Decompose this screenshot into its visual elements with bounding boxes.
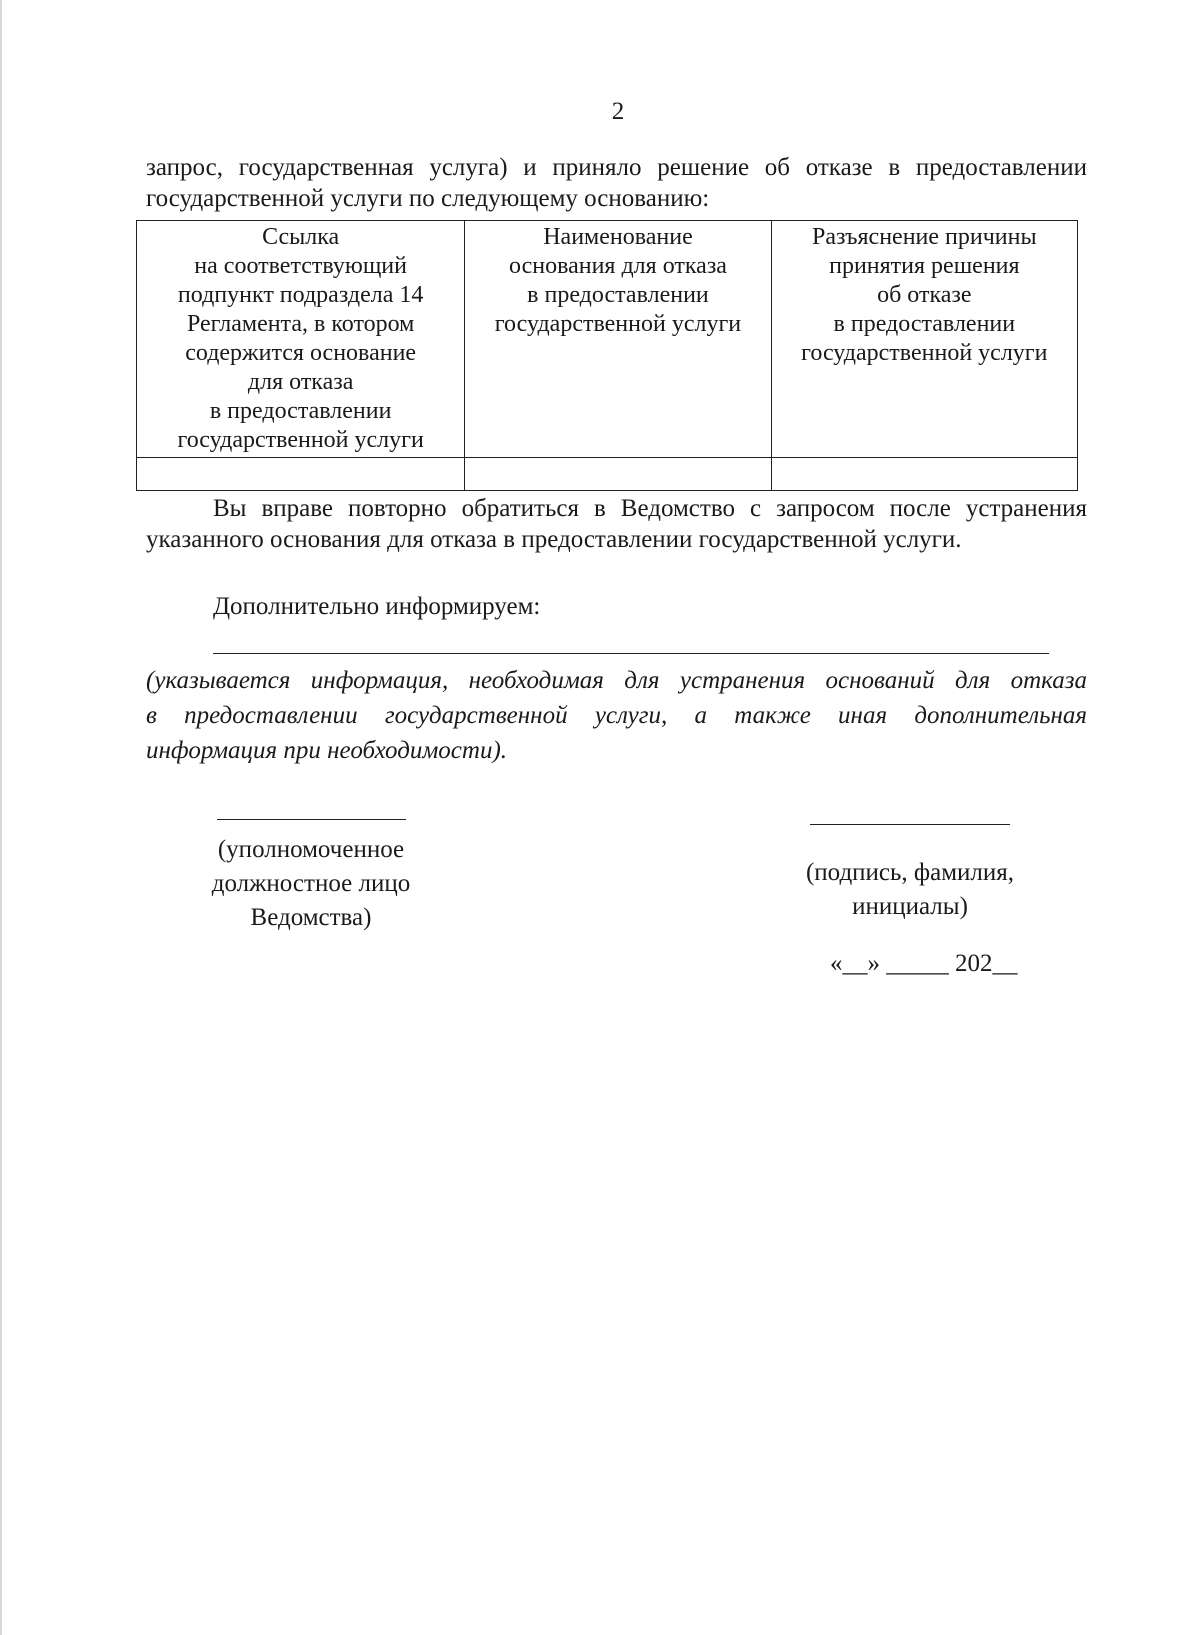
header-reason-name: Наименование основания для отказа в предоставлении государственной услуги: [465, 221, 771, 458]
additional-info-label: Дополнительно информируем:: [213, 593, 541, 620]
header-reason-explanation: Разъяснение причины принятия решения об отказе в предоставлении государственной услуги: [771, 221, 1077, 458]
repeat-request-paragraph: [146, 493, 1087, 555]
note-line-3: информация при необходимости).: [146, 737, 508, 764]
intro-line-2: государственной услуги по следующему основанию:: [146, 185, 710, 212]
table-row: [137, 458, 1078, 491]
date-field: «__» _____ 202__: [830, 950, 1018, 977]
intro-paragraph: [146, 152, 1087, 214]
signature-line: [810, 824, 1010, 825]
table-cell: [771, 458, 1077, 491]
header-regulation-reference: Ссылка на соответствующий подпункт подраздела 14 Регламента, в котором содержится основание для отказа в предоставлении государственной услуги: [137, 221, 465, 458]
intro-line-1: запрос, государственная услуга) и приняло решение об отказе в предоставлении: [146, 154, 1087, 181]
official-signature-line: [217, 819, 406, 820]
table-cell: [137, 458, 465, 491]
additional-info-blank-line: [213, 653, 1049, 654]
instruction-note: [146, 663, 1087, 768]
page-edge: [0, 0, 2, 1635]
signature-caption: (подпись, фамилия, инициалы): [805, 859, 1015, 920]
refusal-reasons-table: [136, 220, 1078, 491]
table-cell: [465, 458, 771, 491]
note-line-1: (указывается информация, необходимая для устранения оснований для отказа: [146, 667, 1087, 694]
repeat-line-1: Вы вправе повторно обратиться в Ведомство с запросом после устранения: [213, 495, 1087, 522]
page-number: 2: [611, 98, 625, 125]
table-header-row: [137, 221, 1078, 458]
official-caption: (уполномоченное должностное лицо Ведомства): [211, 836, 411, 931]
repeat-line-2: указанного основания для отказа в предоставлении государственной услуги.: [146, 526, 962, 553]
note-line-2: в предоставлении государственной услуги, а также иная дополнительная: [146, 702, 1087, 729]
